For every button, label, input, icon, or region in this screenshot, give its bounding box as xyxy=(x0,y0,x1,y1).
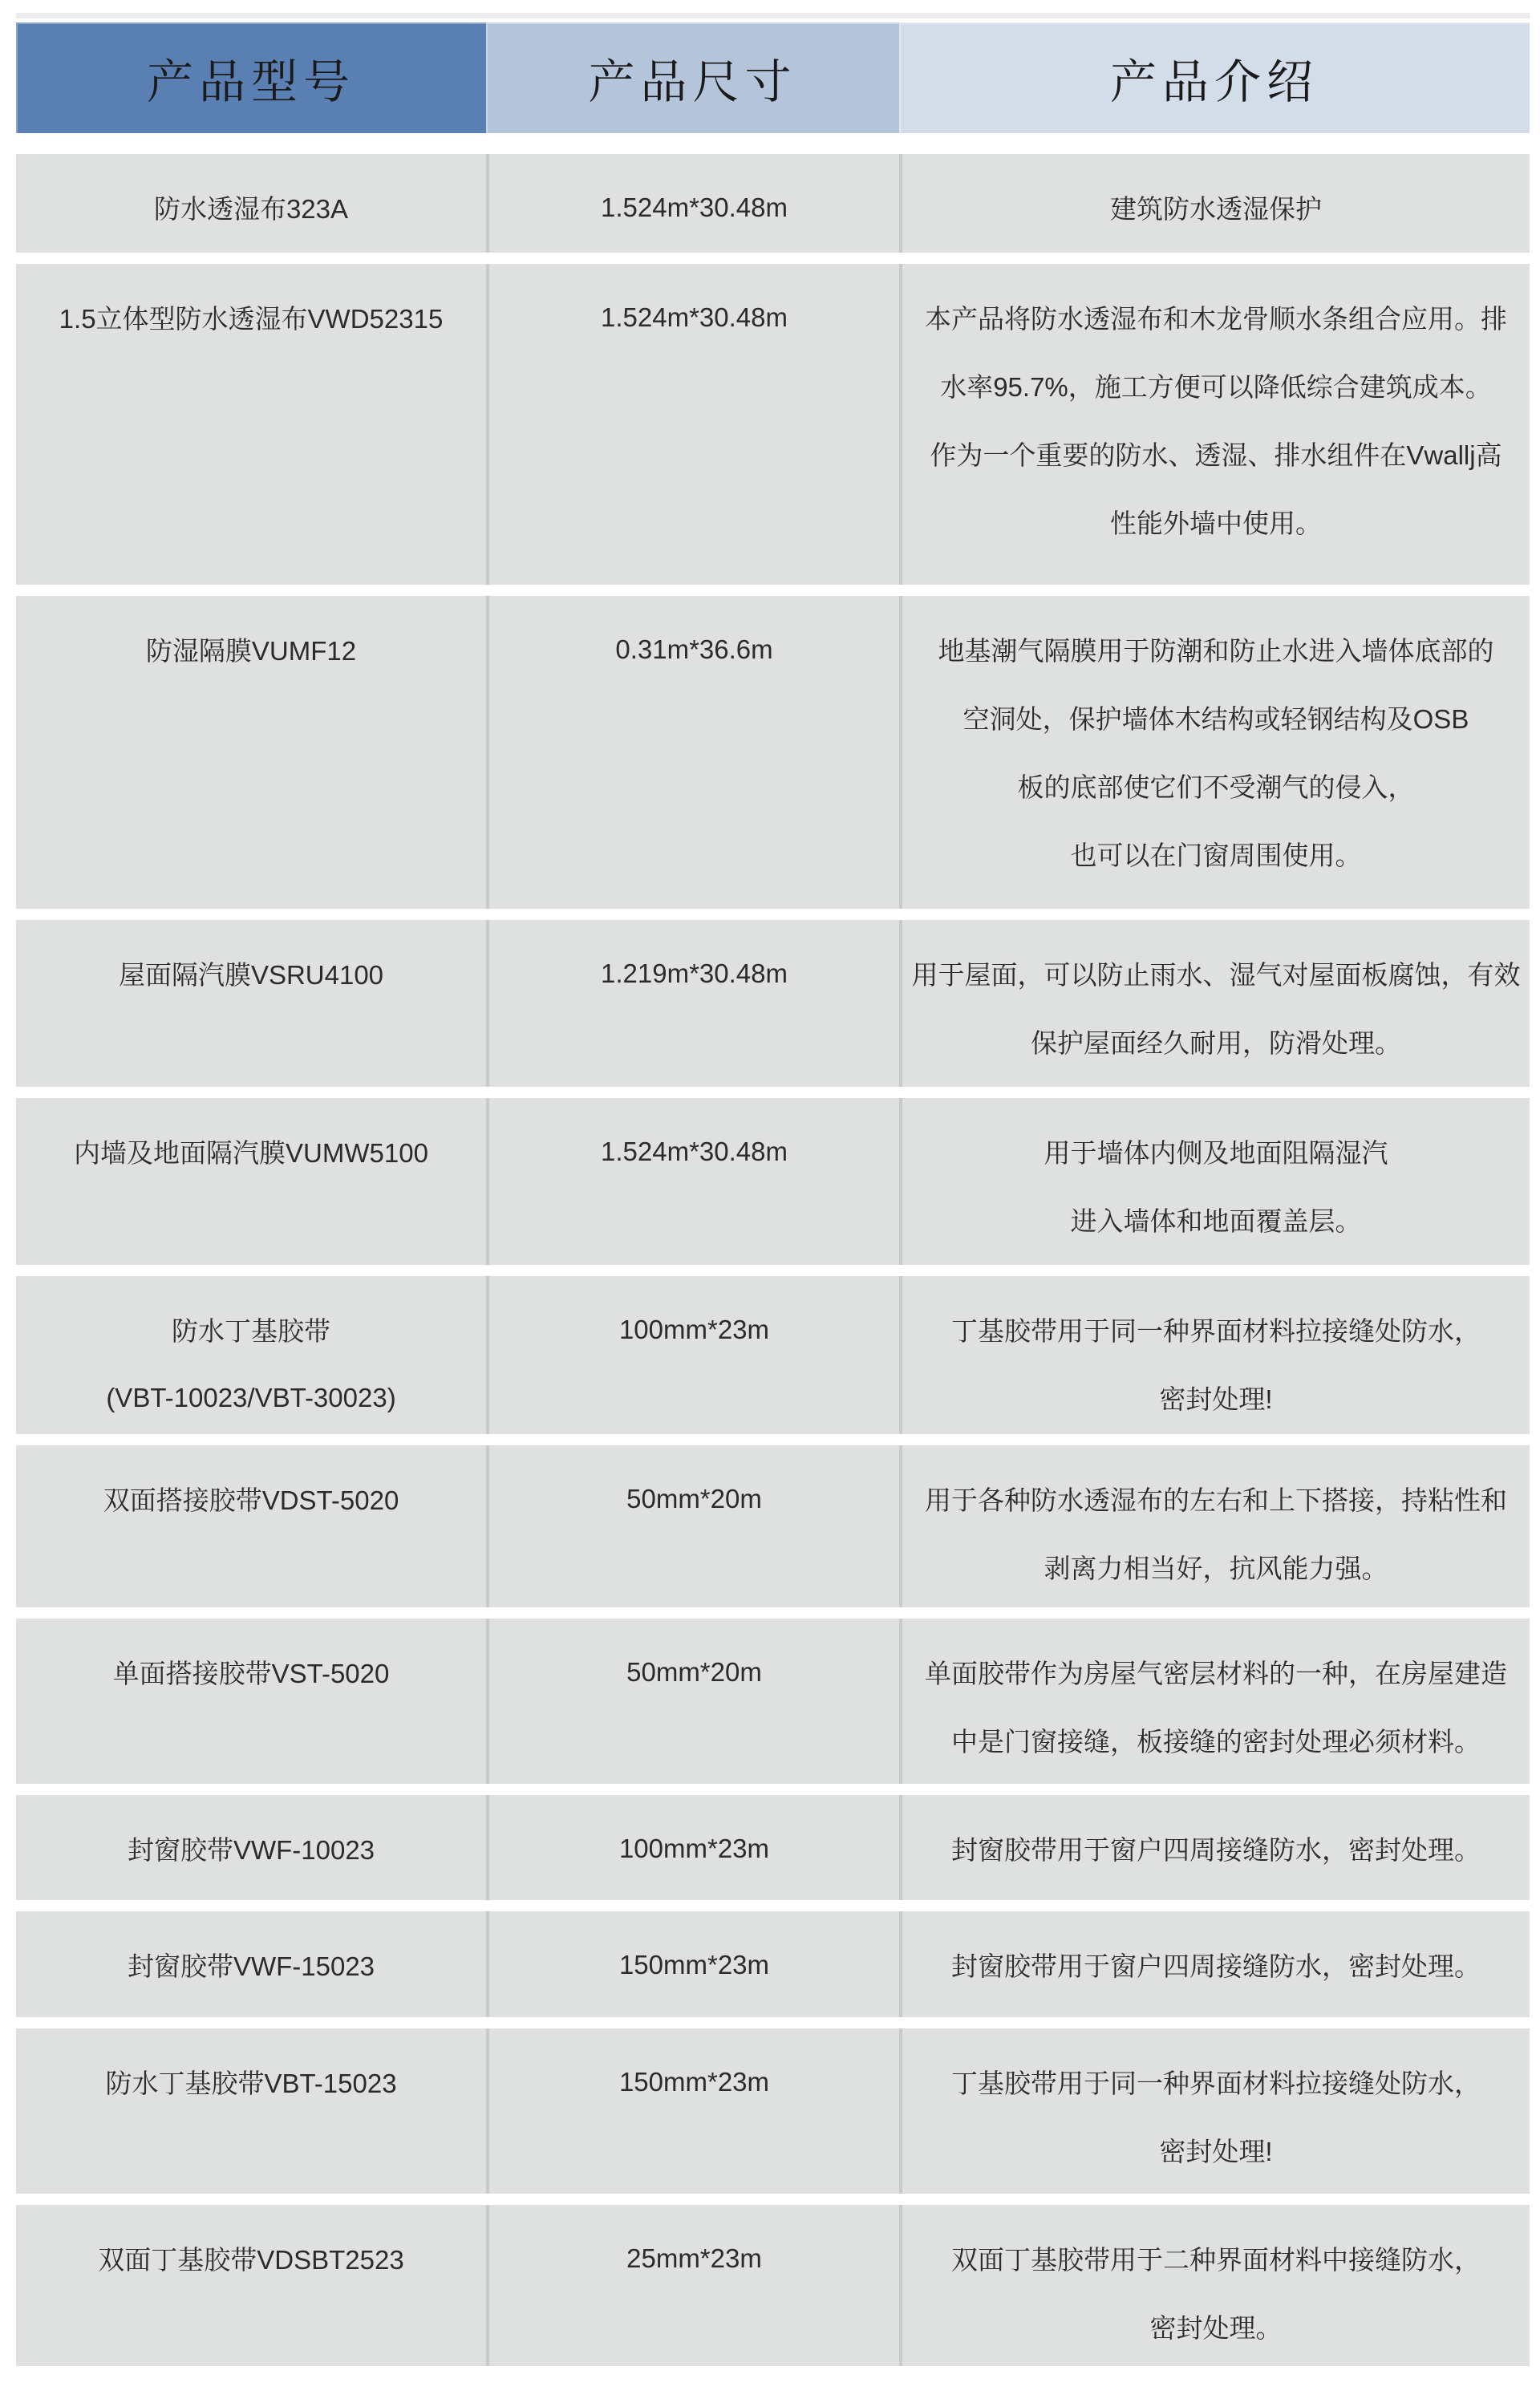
text-line: 密封处理! xyxy=(1159,1384,1273,1414)
text-line: 150mm*23m xyxy=(618,2066,770,2097)
text-line: 单面胶带作为房屋气密层材料的一种，在房屋建造 xyxy=(925,1659,1507,1688)
table-row xyxy=(16,1276,1530,1434)
text-line: 内墙及地面隔汽膜VUMW5100 xyxy=(74,1138,428,1168)
table-body xyxy=(16,154,1530,2366)
size-cell xyxy=(486,2028,899,2194)
text-line: 防湿隔膜VUMF12 xyxy=(145,636,357,666)
text-line: 防水丁基胶带 xyxy=(172,1316,330,1346)
text-line: 丁基胶带用于同一种界面材料拉接缝处防水， xyxy=(951,2069,1481,2098)
text-line: 双面丁基胶带用于二种界面材料中接缝防水， xyxy=(951,2245,1481,2275)
table-row xyxy=(16,2205,1530,2366)
text-line: 保护屋面经久耐用，防滑处理。 xyxy=(1031,1028,1401,1058)
text-line: 单面搭接胶带VST-5020 xyxy=(112,1659,390,1688)
size-cell xyxy=(486,154,899,253)
text-line: 丁基胶带用于同一种界面材料拉接缝处防水， xyxy=(951,1316,1481,1346)
table-row xyxy=(16,1445,1530,1607)
text-line: 用于屋面，可以防止雨水、湿气对屋面板腐蚀，有效 xyxy=(911,960,1521,990)
text-line: 1.219m*30.48m xyxy=(601,958,788,988)
size-cell xyxy=(486,264,899,585)
table-row xyxy=(16,2028,1530,2194)
text-line: 建筑防水透湿保护 xyxy=(1110,194,1322,224)
model-cell xyxy=(16,596,486,909)
text-line: 中是门窗接缝，板接缝的密封处理必须材料。 xyxy=(951,1727,1481,1757)
size-cell xyxy=(486,1795,899,1900)
desc-cell xyxy=(899,154,1530,253)
model-cell xyxy=(16,1445,486,1607)
text-line: 0.31m*36.6m xyxy=(615,634,773,664)
text-line: 密封处理。 xyxy=(1149,2313,1283,2343)
model-cell xyxy=(16,264,486,585)
model-cell xyxy=(16,1911,486,2017)
text-line: 密封处理! xyxy=(1159,2137,1273,2166)
text-line: 1.524m*30.48m xyxy=(601,192,788,222)
text-line: 进入墙体和地面覆盖层。 xyxy=(1070,1206,1362,1236)
text-line: 50mm*20m xyxy=(626,1483,762,1514)
text-line: 25mm*23m xyxy=(626,2243,762,2273)
model-cell xyxy=(16,2028,486,2194)
header-cell-model: 产品型号 xyxy=(16,22,486,133)
model-cell xyxy=(16,1098,486,1265)
text-line: 100mm*23m xyxy=(618,1314,770,1344)
text-line: 水率95.7%，施工方便可以降低综合建筑成本。 xyxy=(940,372,1492,402)
text-line: 性能外墙中使用。 xyxy=(1110,509,1322,538)
text-line: 封窗胶带VWF-15023 xyxy=(127,1951,375,1981)
size-cell xyxy=(486,1098,899,1265)
model-cell xyxy=(16,2205,486,2366)
text-line: 防水丁基胶带VBT-15023 xyxy=(105,2069,397,2098)
text-line: 用于墙体内侧及地面阻隔湿汽 xyxy=(1044,1138,1388,1168)
header-cell-desc: 产品介绍 xyxy=(899,22,1530,133)
table-row xyxy=(16,920,1530,1087)
text-line: 本产品将防水透湿布和木龙骨顺水条组合应用。排 xyxy=(925,304,1507,334)
product-table xyxy=(16,13,1530,2366)
text-line: 封窗胶带用于窗户四周接缝防水，密封处理。 xyxy=(951,1835,1481,1865)
text-line: 也可以在门窗周围使用。 xyxy=(1070,841,1362,870)
text-line: 空洞处，保护墙体木结构或轻钢结构及OSB xyxy=(962,704,1469,734)
header-cell-size: 产品尺寸 xyxy=(486,22,899,133)
text-line: 封窗胶带VWF-10023 xyxy=(127,1835,375,1865)
desc-cell xyxy=(899,2028,1530,2194)
text-line: 屋面隔汽膜VSRU4100 xyxy=(118,960,384,990)
size-cell xyxy=(486,1445,899,1607)
desc-cell xyxy=(899,596,1530,909)
table-header-row xyxy=(16,22,1530,133)
table-row xyxy=(16,264,1530,585)
desc-cell xyxy=(899,2205,1530,2366)
desc-cell xyxy=(899,1911,1530,2017)
text-line: (VBT-10023/VBT-30023) xyxy=(106,1382,396,1412)
desc-cell xyxy=(899,920,1530,1087)
text-line: 1.524m*30.48m xyxy=(601,1136,788,1166)
table-top-edge xyxy=(16,13,1530,18)
size-cell xyxy=(486,1276,899,1434)
table-row xyxy=(16,596,1530,909)
table-row xyxy=(16,1098,1530,1265)
text-line: 1.5立体型防水透湿布VWD52315 xyxy=(59,304,444,334)
text-line: 100mm*23m xyxy=(618,1833,770,1863)
desc-cell xyxy=(899,1619,1530,1784)
page xyxy=(0,13,1540,2403)
size-cell xyxy=(486,1911,899,2017)
desc-cell xyxy=(899,1276,1530,1434)
text-line: 封窗胶带用于窗户四周接缝防水，密封处理。 xyxy=(951,1951,1481,1981)
model-cell xyxy=(16,154,486,253)
table-row xyxy=(16,1911,1530,2017)
model-cell xyxy=(16,1619,486,1784)
text-line: 用于各种防水透湿布的左右和上下搭接，持粘性和 xyxy=(925,1485,1507,1515)
model-cell xyxy=(16,920,486,1087)
text-line: 150mm*23m xyxy=(618,1949,770,1980)
text-line: 双面丁基胶带VDSBT2523 xyxy=(98,2245,404,2275)
text-line: 1.524m*30.48m xyxy=(601,302,788,332)
text-line: 50mm*20m xyxy=(626,1656,762,1687)
text-line: 防水透湿布323A xyxy=(153,194,349,224)
text-line: 剥离力相当好，抗风能力强。 xyxy=(1044,1554,1388,1583)
table-row xyxy=(16,154,1530,253)
model-cell xyxy=(16,1795,486,1900)
desc-cell xyxy=(899,264,1530,585)
text-line: 双面搭接胶带VDST-5020 xyxy=(103,1485,399,1515)
desc-cell xyxy=(899,1445,1530,1607)
model-cell xyxy=(16,1276,486,1434)
text-line: 作为一个重要的防水、透湿、排水组件在Vwallj高 xyxy=(930,440,1502,470)
desc-cell xyxy=(899,1795,1530,1900)
table-row xyxy=(16,1795,1530,1900)
size-cell xyxy=(486,1619,899,1784)
size-cell xyxy=(486,920,899,1087)
text-line: 地基潮气隔膜用于防潮和防止水进入墙体底部的 xyxy=(938,636,1494,666)
size-cell xyxy=(486,596,899,909)
text-line: 板的底部使它们不受潮气的侵入， xyxy=(1017,772,1415,802)
size-cell xyxy=(486,2205,899,2366)
table-row xyxy=(16,1619,1530,1784)
desc-cell xyxy=(899,1098,1530,1265)
